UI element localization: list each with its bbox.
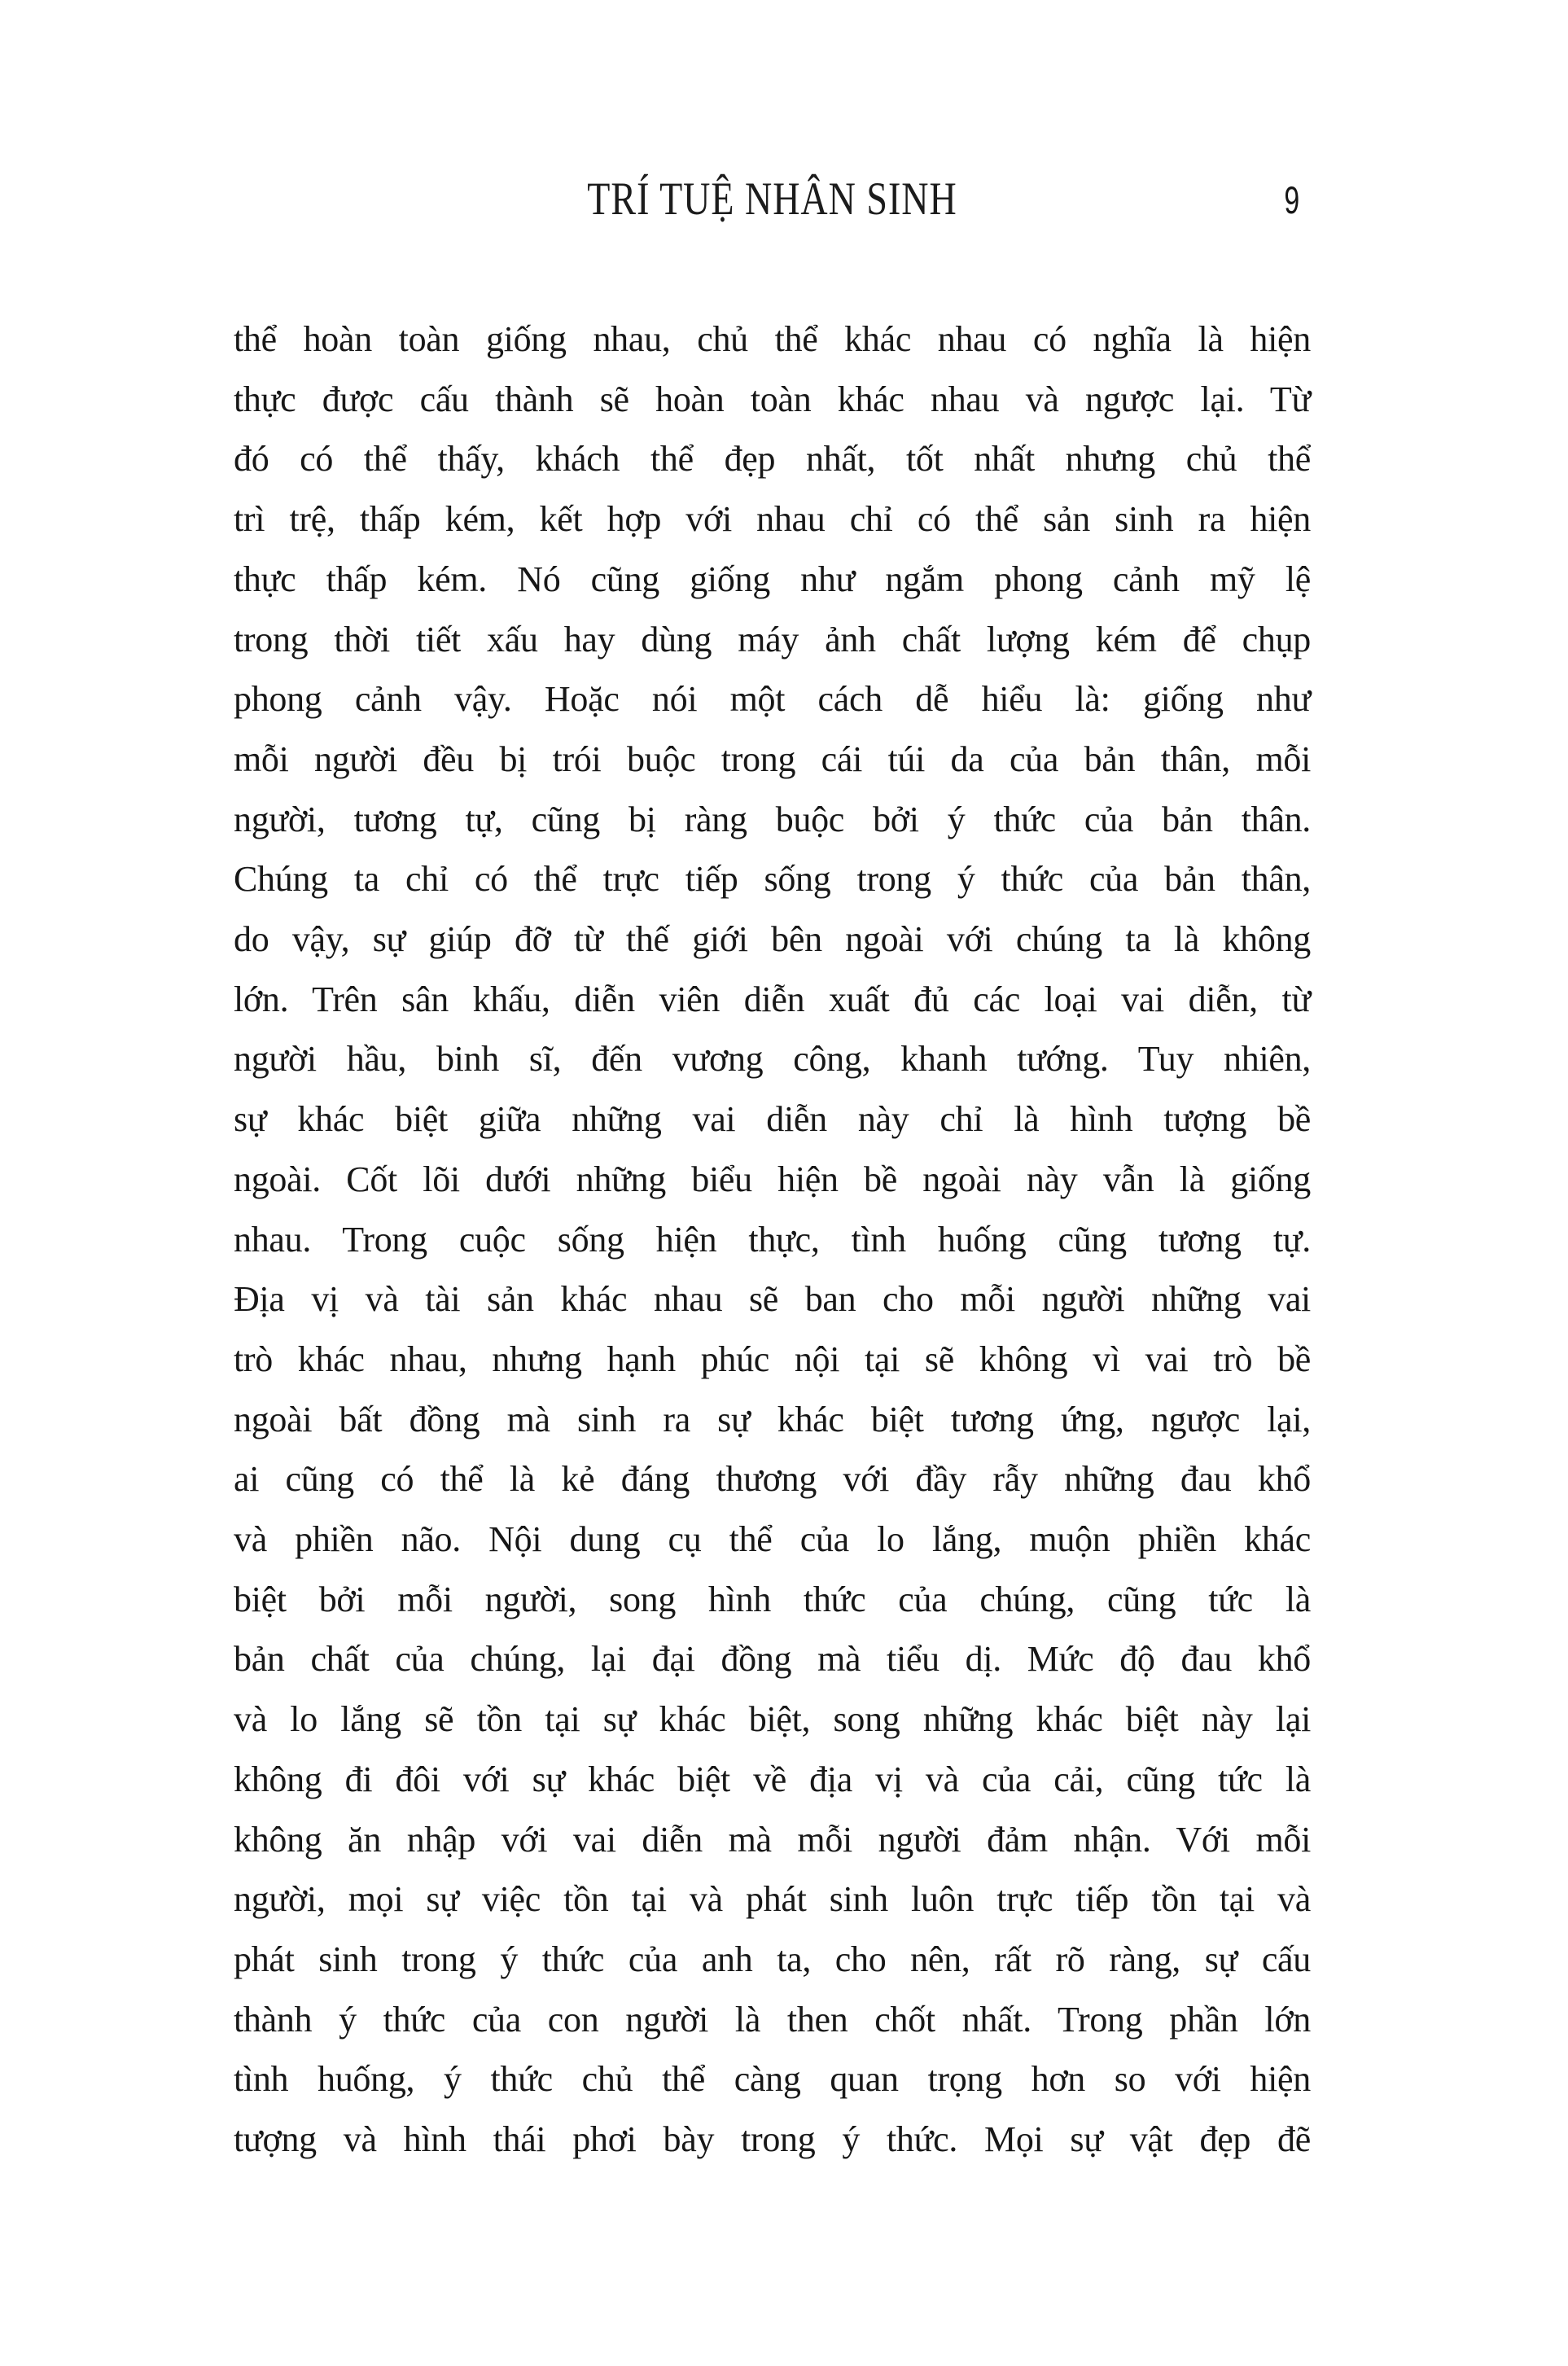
- text-line: Địa vị và tài sản khác nhau sẽ ban cho mỗi người những vai: [234, 1279, 1311, 1320]
- text-line: biệt bởi mỗi người, song hình thức của chúng, cũng tức là: [234, 1579, 1311, 1619]
- text-line: nhau. Trong cuộc sống hiện thực, tình huống cũng tương tự.: [234, 1219, 1311, 1260]
- text-line: người, tương tự, cũng bị ràng buộc bởi ý thức của bản thân.: [234, 799, 1311, 839]
- text-line: thực thấp kém. Nó cũng giống như ngắm phong cảnh mỹ lệ: [234, 559, 1311, 599]
- text-line: sự khác biệt giữa những vai diễn này chỉ là hình tượng bề: [234, 1099, 1311, 1140]
- text-line: và phiền não. Nội dung cụ thể của lo lắng, muộn phiền khác: [234, 1519, 1311, 1560]
- body-text: [234, 309, 1311, 2170]
- text-line: không đi đôi với sự khác biệt về địa vị và của cải, cũng tức là: [234, 1759, 1311, 1799]
- page-header: [234, 173, 1311, 231]
- text-line: ai cũng có thể là kẻ đáng thương với đầy rẫy những đau khổ: [234, 1459, 1311, 1500]
- text-line: phát sinh trong ý thức của anh ta, cho nên, rất rõ ràng, sự cấu: [234, 1939, 1311, 1979]
- text-line: trong thời tiết xấu hay dùng máy ảnh chất lượng kém để chụp: [234, 619, 1311, 659]
- text-line: mỗi người đều bị trói buộc trong cái túi da của bản thân, mỗi: [234, 738, 1311, 779]
- text-line: người hầu, binh sĩ, đến vương công, khanh tướng. Tuy nhiên,: [234, 1039, 1311, 1080]
- text-line: người, mọi sự việc tồn tại và phát sinh luôn trực tiếp tồn tại và: [234, 1879, 1311, 1920]
- text-line: lớn. Trên sân khấu, diễn viên diễn xuất đủ các loại vai diễn, từ: [234, 979, 1311, 1019]
- text-line: thành ý thức của con người là then chốt nhất. Trong phần lớn: [234, 1999, 1311, 2040]
- text-line: bản chất của chúng, lại đại đồng mà tiểu dị. Mức độ đau khổ: [234, 1639, 1311, 1680]
- text-line: ngoài bất đồng mà sinh ra sự khác biệt tương ứng, ngược lại,: [234, 1399, 1311, 1439]
- text-line: trì trệ, thấp kém, kết hợp với nhau chỉ có thể sản sinh ra hiện: [234, 499, 1311, 540]
- text-line: phong cảnh vậy. Hoặc nói một cách dễ hiểu là: giống như: [234, 679, 1311, 720]
- running-title: TRÍ TUỆ NHÂN SINH: [587, 172, 957, 225]
- text-line: Chúng ta chỉ có thể trực tiếp sống trong ý thức của bản thân,: [234, 859, 1311, 900]
- text-line: không ăn nhập với vai diễn mà mỗi người đảm nhận. Với mỗi: [234, 1819, 1311, 1860]
- text-line: trò khác nhau, nhưng hạnh phúc nội tại sẽ không vì vai trò bề: [234, 1339, 1311, 1379]
- text-line: tượng và hình thái phơi bày trong ý thức. Mọi sự vật đẹp đẽ: [234, 2119, 1311, 2160]
- text-line: do vậy, sự giúp đỡ từ thế giới bên ngoài với chúng ta là không: [234, 919, 1311, 960]
- text-line: đó có thể thấy, khách thể đẹp nhất, tốt nhất nhưng chủ thể: [234, 439, 1311, 480]
- text-line: thực được cấu thành sẽ hoàn toàn khác nhau và ngược lại. Từ: [234, 379, 1311, 419]
- text-line: và lo lắng sẽ tồn tại sự khác biệt, song những khác biệt này lại: [234, 1699, 1311, 1740]
- text-line: thể hoàn toàn giống nhau, chủ thể khác nhau có nghĩa là hiện: [234, 319, 1311, 359]
- text-line: ngoài. Cốt lõi dưới những biểu hiện bề ngoài này vẫn là giống: [234, 1159, 1311, 1199]
- text-line: tình huống, ý thức chủ thể càng quan trọng hơn so với hiện: [234, 2059, 1311, 2100]
- page-number: 9: [1284, 178, 1299, 221]
